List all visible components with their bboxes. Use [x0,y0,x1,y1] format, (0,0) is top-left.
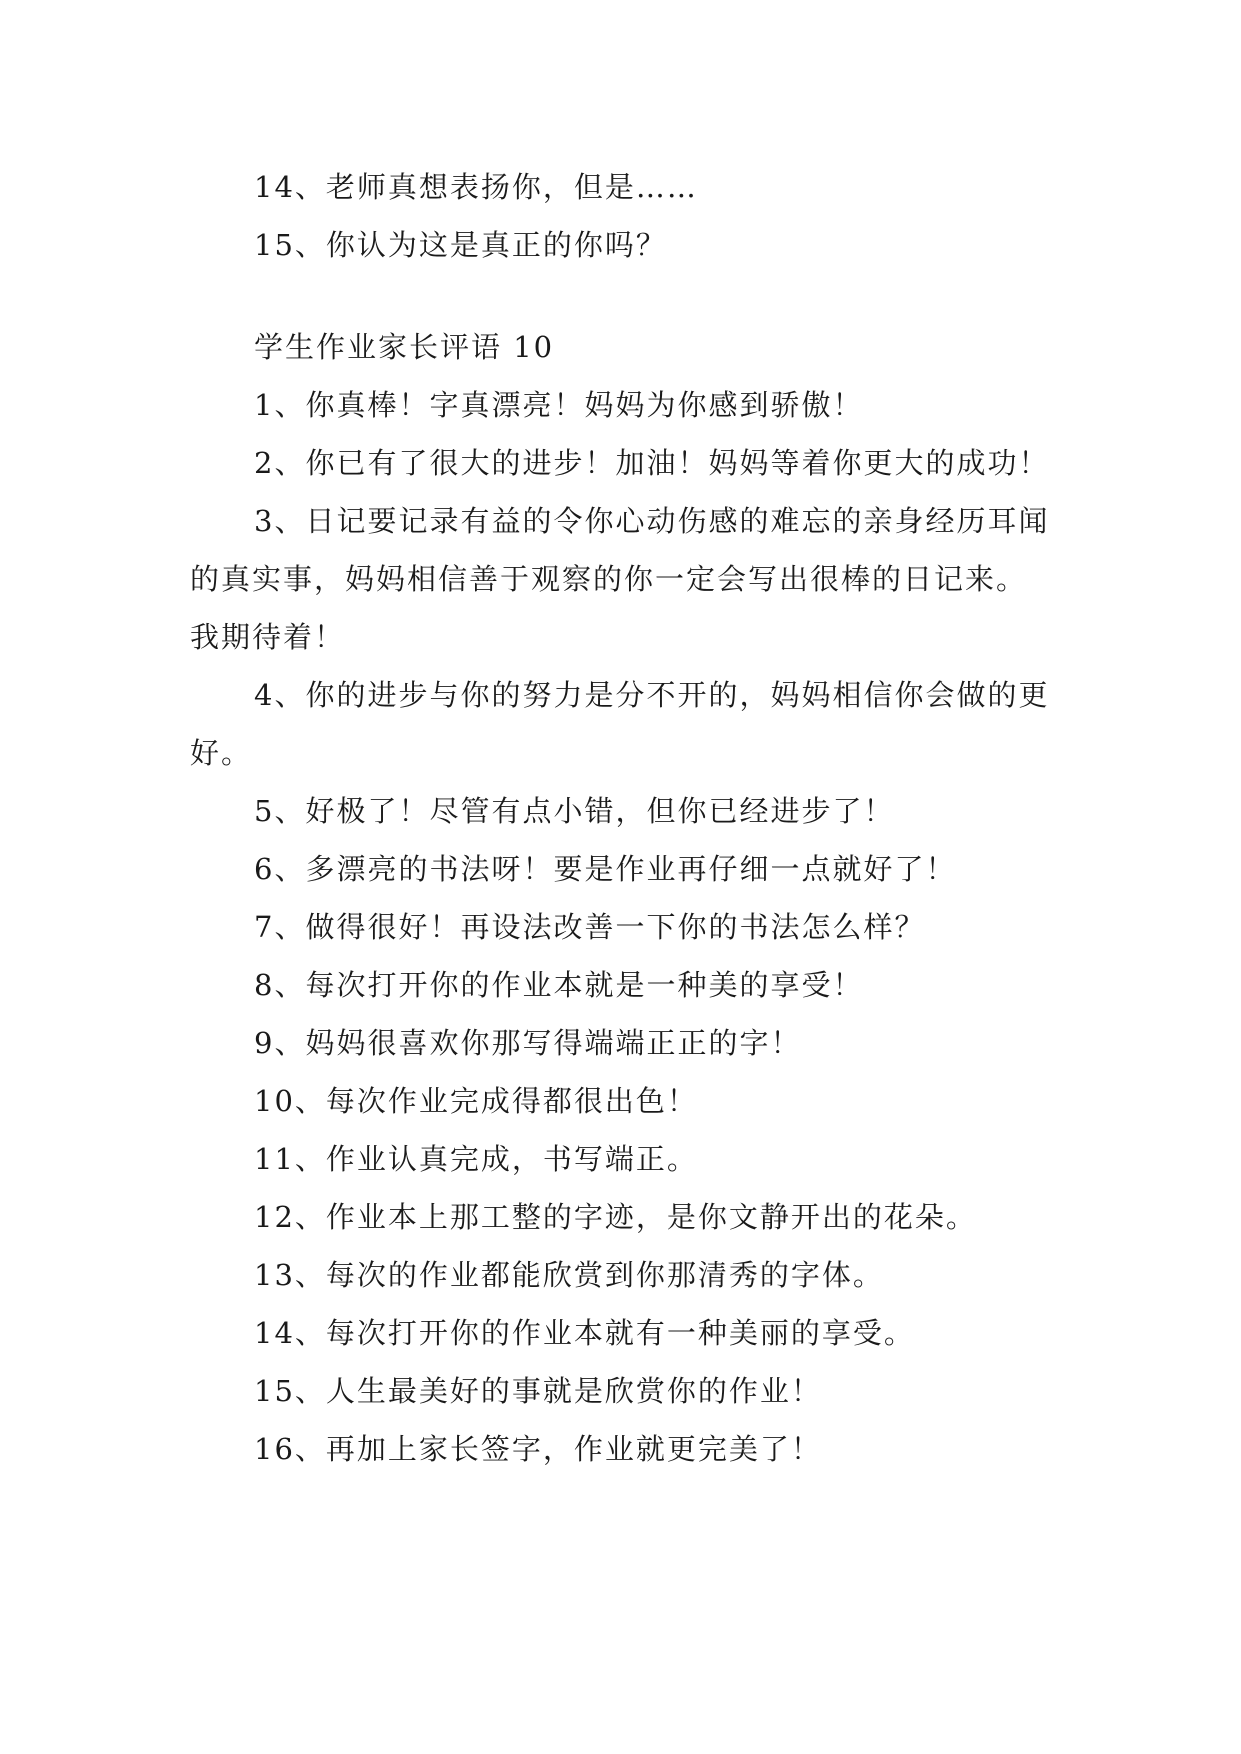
list-item: 13、每次的作业都能欣赏到你那清秀的字体。 [254,1258,884,1292]
list-item: 12、作业本上那工整的字迹，是你文静开出的花朵。 [254,1200,977,1234]
section-gap [190,274,1052,318]
list-item: 14、老师真想表扬你，但是…… [254,170,698,204]
list-item: 8、每次打开你的作业本就是一种美的享受！ [254,968,864,1002]
list-item: 11、作业认真完成，书写端正。 [254,1142,698,1176]
list-item: 10、每次作业完成得都很出色！ [254,1084,698,1118]
list-item: 9、妈妈很喜欢你那写得端端正正的字！ [254,1026,802,1060]
list-item: 2、你已有了很大的进步！加油！妈妈等着你更大的成功！ [254,446,1050,480]
list-item: 7、做得很好！再设法改善一下你的书法怎么样？ [254,910,926,944]
section-title: 学生作业家长评语 10 [254,330,555,364]
list-item: 15、人生最美好的事就是欣赏你的作业！ [254,1374,822,1408]
document-page [190,158,1052,1478]
list-item: 6、多漂亮的书法呀！要是作业再仔细一点就好了！ [254,852,957,886]
list-item: 4、你的进步与你的努力是分不开的，妈妈相信你会做的更好。 [190,678,1050,770]
list-item: 15、你认为这是真正的你吗？ [254,228,667,262]
list-item: 14、每次打开你的作业本就有一种美丽的享受。 [254,1316,915,1350]
list-item: 5、好极了！尽管有点小错，但你已经进步了！ [254,794,895,828]
list-item: 1、你真棒！字真漂亮！妈妈为你感到骄傲！ [254,388,864,422]
list-item: 3、日记要记录有益的令你心动伤感的难忘的亲身经历耳闻的真实事，妈妈相信善于观察的你一定会写出很棒的日记来。我期待着！ [190,504,1050,654]
list-item: 16、再加上家长签字，作业就更完美了！ [254,1432,822,1466]
